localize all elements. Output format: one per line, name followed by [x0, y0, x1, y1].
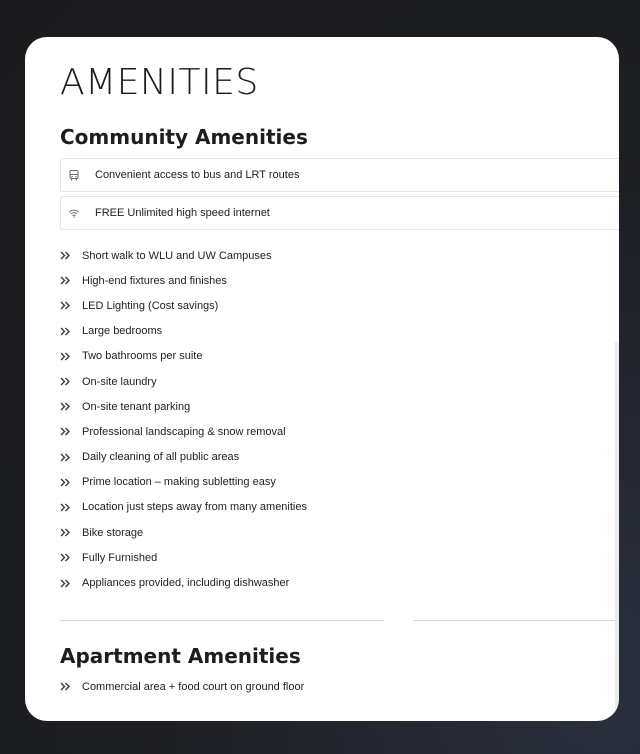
list-item-label: Commercial area + food court on ground floor	[82, 680, 305, 693]
apartment-amenities-heading: Apartment Amenities	[60, 644, 301, 668]
page-title: AMENITIES	[60, 62, 259, 103]
list-item	[60, 293, 307, 318]
list-item-label: Daily cleaning of all public areas	[82, 451, 240, 464]
double-chevron-right-icon	[60, 276, 72, 286]
double-chevron-right-icon	[60, 502, 72, 512]
list-item-label: LED Lighting (Cost savings)	[82, 299, 219, 312]
list-item	[60, 470, 307, 495]
list-item-label: On-site tenant parking	[82, 400, 191, 413]
double-chevron-right-icon	[60, 251, 72, 261]
list-item-label: On-site laundry	[82, 375, 157, 388]
double-chevron-right-icon	[60, 578, 72, 588]
list-item	[60, 394, 307, 419]
list-item-label: Fully Furnished	[82, 551, 158, 564]
amenities-card	[25, 37, 619, 721]
scrollbar[interactable]	[615, 342, 619, 721]
apartment-amenities-list	[60, 674, 304, 699]
list-item	[60, 419, 307, 444]
wifi-icon	[67, 206, 81, 220]
double-chevron-right-icon	[60, 351, 72, 361]
list-item	[60, 369, 307, 394]
list-item-label: Bike storage	[82, 526, 144, 539]
double-chevron-right-icon	[60, 682, 72, 692]
list-item	[60, 319, 307, 344]
list-item-label: Location just steps away from many amenities	[82, 501, 307, 514]
double-chevron-right-icon	[60, 553, 72, 563]
list-item-label: Two bathrooms per suite	[82, 350, 203, 363]
double-chevron-right-icon	[60, 427, 72, 437]
list-item-label: Prime location – making subletting easy	[82, 476, 276, 489]
list-item	[60, 243, 307, 268]
double-chevron-right-icon	[60, 477, 72, 487]
community-amenities-list	[60, 243, 307, 596]
list-item	[60, 344, 307, 369]
feature-internet	[60, 196, 619, 230]
double-chevron-right-icon	[60, 452, 72, 462]
list-item	[60, 268, 307, 293]
double-chevron-right-icon	[60, 528, 72, 538]
list-item	[60, 570, 307, 595]
list-item	[60, 495, 307, 520]
list-item	[60, 445, 307, 470]
section-divider	[413, 620, 619, 621]
double-chevron-right-icon	[60, 377, 72, 387]
list-item	[60, 545, 307, 570]
list-item-label: Large bedrooms	[82, 325, 163, 338]
list-item-label: Appliances provided, including dishwasher	[82, 577, 290, 590]
community-amenities-heading: Community Amenities	[60, 125, 308, 149]
list-item	[60, 520, 307, 545]
section-divider	[60, 620, 384, 621]
feature-label: Convenient access to bus and LRT routes	[95, 169, 300, 181]
double-chevron-right-icon	[60, 301, 72, 311]
double-chevron-right-icon	[60, 402, 72, 412]
list-item	[60, 674, 304, 699]
feature-bus-access	[60, 158, 619, 192]
feature-label: FREE Unlimited high speed internet	[95, 207, 270, 219]
list-item-label: Short walk to WLU and UW Campuses	[82, 249, 272, 262]
list-item-label: Professional landscaping & snow removal	[82, 425, 286, 438]
bus-icon	[67, 168, 81, 182]
double-chevron-right-icon	[60, 326, 72, 336]
list-item-label: High-end fixtures and finishes	[82, 274, 227, 287]
